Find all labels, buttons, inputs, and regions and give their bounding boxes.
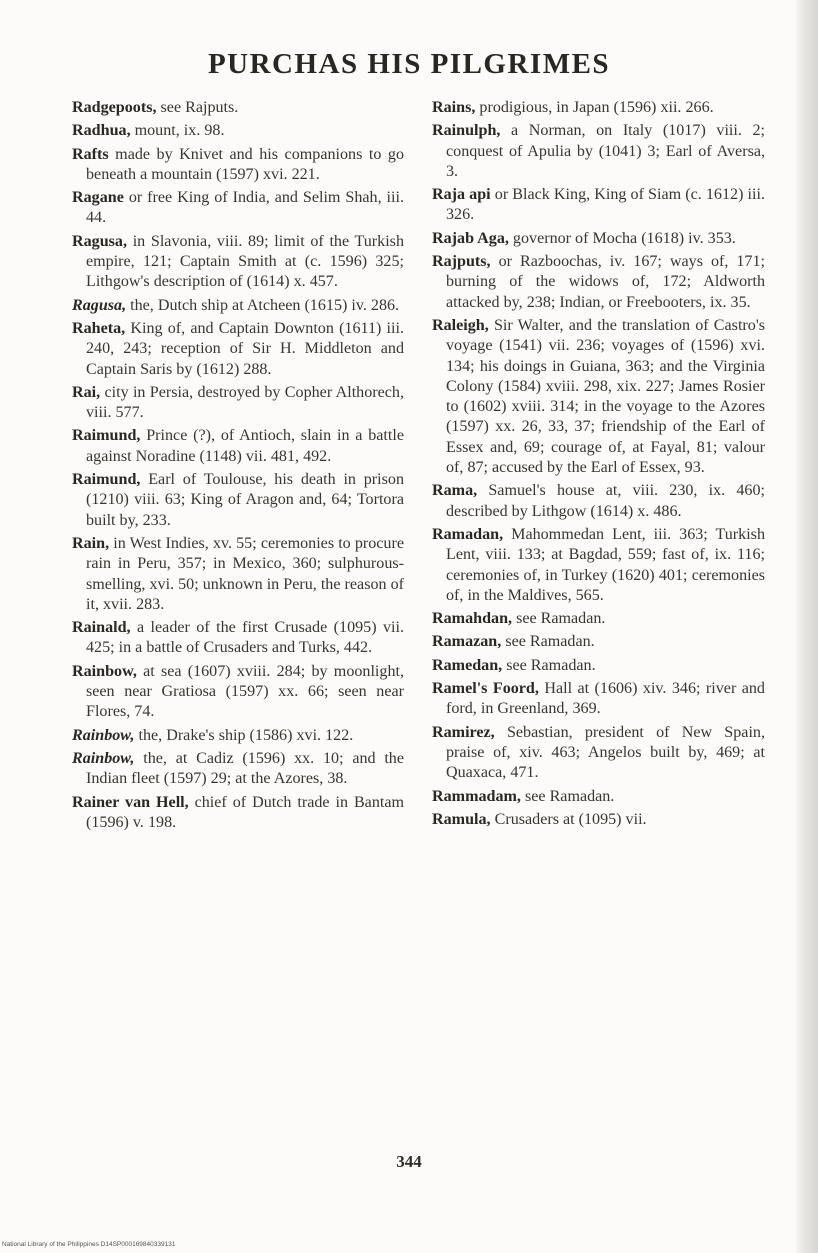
entry-headword: Rainbow, bbox=[72, 749, 135, 767]
entry-text: see Rajputs. bbox=[156, 99, 239, 116]
entry-text: Crusaders at (1095) vii. bbox=[490, 810, 647, 828]
entry-text: or Black King, King of Siam (c. 1612) iii. 326. bbox=[446, 186, 765, 224]
index-entry bbox=[72, 383, 404, 424]
entry-text: Sebastian, president of New Spain, praise of, xiv. 463; Angelos built by, 469; at Quaxaca, 471. bbox=[446, 723, 765, 782]
running-header: PURCHAS HIS PILGRIMES bbox=[207, 48, 611, 80]
index-entry bbox=[72, 188, 404, 229]
entry-text: Prince (?), of Antioch, slain in a battle against Noradine (1148) vii. 481, 492. bbox=[86, 427, 404, 465]
entry-headword: Rainbow, bbox=[72, 726, 135, 744]
entry-text: or free King of India, and Selim Shah, iii. 44. bbox=[86, 189, 404, 227]
entry-text: the, Dutch ship at Atcheen (1615) iv. 286. bbox=[126, 296, 400, 314]
index-entry bbox=[432, 656, 765, 676]
index-entry bbox=[72, 121, 404, 141]
index-entry bbox=[432, 810, 765, 830]
index-entry bbox=[72, 470, 404, 531]
index-entry bbox=[432, 229, 765, 249]
index-entry bbox=[432, 481, 765, 522]
index-entry bbox=[432, 679, 765, 720]
index-entry bbox=[72, 98, 404, 118]
entry-text: see Ramadan. bbox=[512, 610, 606, 628]
entry-text: or Razboochas, iv. 167; ways of, 171; burning of the widows of, 172; Aldworth attacked by, 238; Indian, or Freebooters, ix. 35. bbox=[446, 253, 765, 311]
page-edge-shadow bbox=[796, 0, 818, 1253]
entry-text: made by Knivet and his companions to go beneath a mountain (1597) xvi. 221. bbox=[86, 145, 404, 183]
entry-text: governor of Mocha (1618) iv. 353. bbox=[508, 229, 736, 247]
index-entry bbox=[72, 534, 404, 615]
index-entry bbox=[432, 316, 765, 478]
entry-headword: Rainulph, bbox=[432, 122, 501, 140]
entry-headword: Ragusa, bbox=[72, 232, 128, 250]
entry-text: city in Persia, destroyed by Copher Althorech, viii. 577. bbox=[86, 383, 404, 422]
index-entry bbox=[72, 145, 404, 186]
entry-headword: Ramirez, bbox=[432, 723, 495, 741]
entry-headword: Radgepoots, bbox=[72, 99, 157, 116]
index-entry bbox=[432, 787, 765, 807]
index-entry bbox=[72, 426, 404, 467]
entry-text: see Ramadan. bbox=[501, 633, 595, 651]
entry-headword: Rainald, bbox=[72, 619, 131, 637]
entry-headword: Ramel's Foord, bbox=[432, 680, 539, 698]
index-column-left bbox=[72, 98, 404, 836]
index-entry bbox=[72, 726, 404, 746]
entry-headword: Rammadam, bbox=[432, 787, 521, 805]
scan-footer: National Library of the Philippines D14SP000169840339131 bbox=[2, 1241, 176, 1248]
entry-text: a leader of the first Crusade (1095) vii. 425; in a battle of Crusaders and Turks, 442. bbox=[86, 619, 404, 657]
entry-text: the, Drake's ship (1586) xvi. 122. bbox=[134, 726, 354, 744]
entry-headword: Radhua, bbox=[72, 122, 131, 140]
index-entry bbox=[432, 525, 765, 606]
entry-headword: Rain, bbox=[72, 534, 110, 552]
entry-text: in Slavonia, viii. 89; limit of the Turkish empire, 121; Captain Smith at (c. 1596) 325; Lithgow's description of (1614) x. 457. bbox=[86, 232, 404, 291]
entry-headword: Raimund, bbox=[72, 471, 141, 489]
entry-text: Samuel's house at, viii. 230, ix. 460; described by Lithgow (1614) x. 486. bbox=[446, 482, 765, 520]
entry-headword: Ramadan, bbox=[432, 525, 504, 543]
index-entry bbox=[72, 749, 404, 790]
entry-headword: Rama, bbox=[432, 482, 478, 500]
entry-text: a Norman, on Italy (1017) viii. 2; conquest of Apulia by (1041) 3; Earl of Aversa, 3. bbox=[446, 122, 765, 180]
index-entry bbox=[72, 296, 404, 316]
entry-text: prodigious, in Japan (1596) xii. 266. bbox=[475, 99, 714, 116]
entry-headword: Rajputs, bbox=[432, 253, 491, 271]
entry-text: mount, ix. 98. bbox=[130, 122, 225, 140]
page-number: 344 bbox=[396, 1152, 422, 1171]
entry-headword: Ramazan, bbox=[432, 633, 502, 651]
entry-headword: Ramula, bbox=[432, 810, 491, 828]
entry-text: at sea (1607) xviii. 284; by moonlight, seen near Gratiosa (1597) xx. 66; seen near Flores, 74. bbox=[86, 662, 404, 721]
index-column-right bbox=[432, 98, 765, 833]
index-entry bbox=[72, 793, 404, 834]
entry-headword: Ramedan, bbox=[432, 656, 503, 674]
entry-text: see Ramadan. bbox=[502, 656, 596, 674]
entry-text: Mahommedan Lent, iii. 363; Turkish Lent, viii. 133; at Bagdad, 559; fast of, ix. 116; ceremonies of, in Turkey (1620) 401; ceremonies of, in the Maldives, 565. bbox=[446, 525, 765, 604]
index-entry bbox=[72, 662, 404, 723]
index-entry bbox=[72, 319, 404, 380]
entry-text: see Ramadan. bbox=[520, 787, 615, 805]
entry-text: Hall at (1606) xiv. 346; river and ford, in Greenland, 369. bbox=[446, 680, 765, 718]
index-entry bbox=[432, 632, 765, 652]
entry-headword: Rains, bbox=[432, 99, 476, 116]
entry-headword: Ragusa, bbox=[72, 296, 127, 314]
index-entry bbox=[432, 609, 765, 629]
entry-text: Earl of Toulouse, his death in prison (1210) viii. 63; King of Aragon and, 64; Tortora built by, 233. bbox=[86, 471, 404, 529]
entry-text: chief of Dutch trade in Bantam (1596) v. 198. bbox=[86, 793, 405, 831]
entry-text: in West Indies, xv. 55; ceremonies to procure rain in Peru, 357; in Mexico, 360; sulphurous-smelling, xvi. 50; unknown in Peru, the reason of it, xvii. 283. bbox=[86, 534, 404, 613]
index-entry bbox=[432, 185, 765, 226]
entry-headword: Rai, bbox=[72, 383, 101, 401]
entry-text: Sir Walter, and the translation of Castro's voyage (1541) vii. 236; voyages of (1596) xvi. 134; his doings in Guiana, 363; and the Virginia Colony (1584) xviii. 298, xix. 227; James Rosier to (1602) xviii. 314; in the voyage to the Azores (1597) xx. 26, 33, 37; friendship of the Earl of Essex and, 69; courage of, at Fayal, 81; valour of, 87; accused by the Earl of Essex, 93. bbox=[446, 316, 765, 477]
index-entry bbox=[432, 98, 765, 118]
entry-headword: Raheta, bbox=[72, 319, 126, 337]
entry-headword: Rajab Aga, bbox=[432, 229, 509, 247]
index-entry bbox=[72, 618, 404, 659]
entry-headword: Ramahdan, bbox=[432, 610, 513, 628]
entry-headword: Rafts bbox=[72, 145, 109, 163]
entry-text: King of, and Captain Downton (1611) iii. 240, 243; reception of Sir H. Middleton and Captain Saris by (1612) 288. bbox=[86, 319, 404, 378]
index-entry bbox=[432, 723, 765, 784]
index-entry bbox=[72, 232, 404, 293]
index-entry bbox=[432, 121, 765, 182]
entry-headword: Raleigh, bbox=[432, 316, 489, 334]
entry-text: the, at Cadiz (1596) xx. 10; and the Indian fleet (1597) 29; at the Azores, 38. bbox=[86, 749, 404, 788]
entry-headword: Raimund, bbox=[72, 427, 141, 445]
entry-headword: Raja api bbox=[432, 186, 491, 204]
index-entry bbox=[432, 252, 765, 313]
entry-headword: Rainer van Hell, bbox=[72, 793, 189, 811]
entry-headword: Ragane bbox=[72, 189, 124, 207]
entry-headword: Rainbow, bbox=[72, 662, 137, 680]
